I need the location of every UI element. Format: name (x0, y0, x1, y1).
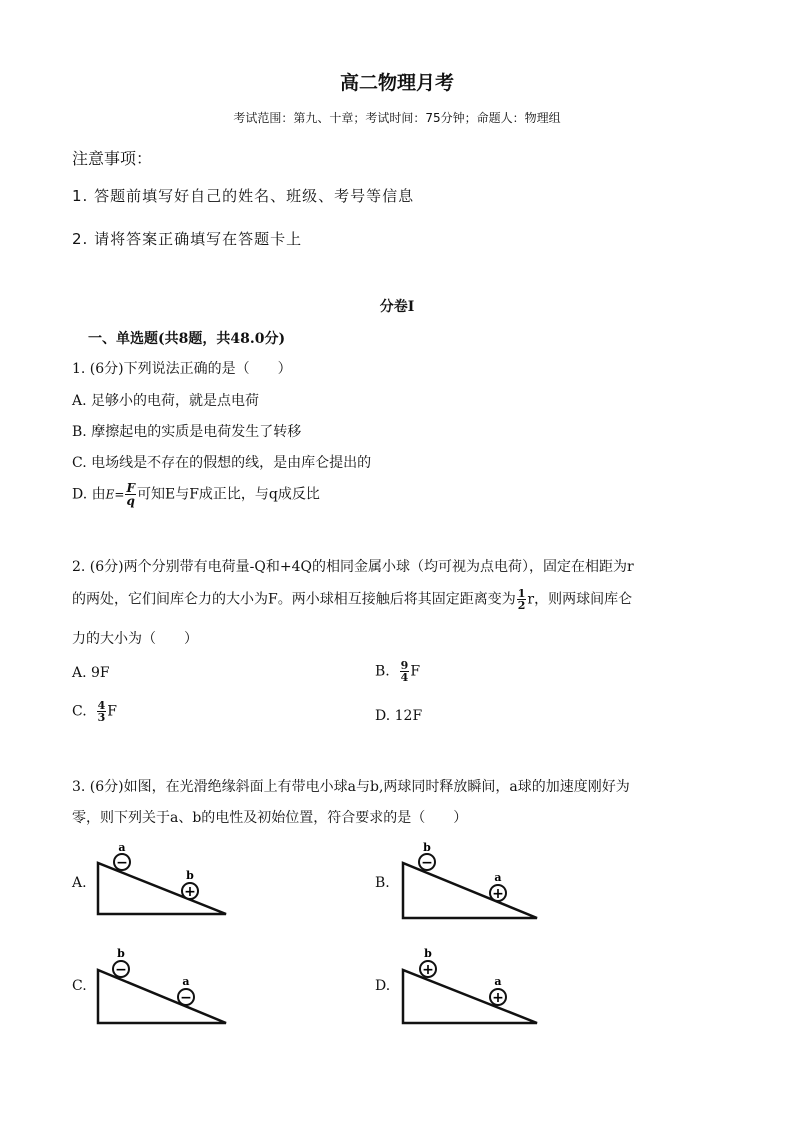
q2-c-denominator: 3 (97, 711, 106, 724)
ball-low-sign: − (180, 990, 192, 1006)
ball-top-label: b (424, 947, 432, 960)
q3-stem-line-2: 零，则下列关于a、b的电性及初始位置，符合要求的是（ ） (72, 810, 468, 826)
q2-option-b (375, 660, 420, 683)
q3-option-c-figure (90, 945, 235, 1025)
q2-line2-suffix: r，则两球间库仑 (527, 591, 633, 608)
ball-low-sign: + (184, 884, 196, 900)
q2-b-fraction (400, 660, 410, 683)
q1-option-b: B. 摩擦起电的实质是电荷发生了转移 (72, 424, 302, 440)
q1-formula-fraction (125, 482, 136, 507)
q1-d-suffix: 可知E与F成正比，与q成反比 (137, 486, 320, 503)
ball-low-sign: + (492, 990, 504, 1006)
q2-stem-line-3: 力的大小为（ ） (72, 631, 198, 647)
q1-option-c: C. 电场线是不存在的假想的线，是由库仑提出的 (72, 455, 372, 471)
ball-top-label: a (118, 841, 126, 854)
q3-option-b-label: B. (375, 875, 390, 891)
q3-option-d-label: D. (375, 978, 391, 994)
q2-stem-line-1: 2. (6分)两个分别带有电荷量-Q和+4Q的相同金属小球（均可视为点电荷），固定在相距为r (72, 559, 634, 575)
ball-low-sign: + (492, 886, 504, 902)
ball-top-label: b (423, 841, 431, 854)
q2-half-numerator: 1 (517, 587, 526, 600)
ball-low-label: a (494, 975, 502, 988)
ball-top-sign: − (115, 962, 127, 978)
q2-option-d: D. 12F (375, 708, 423, 724)
q3-option-a-figure (90, 840, 235, 918)
q2-half-fraction (517, 588, 527, 611)
q1-option-d (72, 482, 320, 507)
q2-stem-line-2 (72, 588, 632, 611)
ball-low-label: a (182, 975, 190, 988)
q2-b-unit: F (410, 663, 421, 680)
ball-top-sign: + (422, 962, 434, 978)
ball-top-sign: − (421, 855, 433, 871)
q2-half-denominator: 2 (517, 599, 526, 612)
q2-b-label: B. (375, 663, 390, 680)
q1-formula-lhs: E= (105, 487, 125, 502)
q1-formula-numerator: F (126, 481, 135, 495)
q2-option-c (72, 700, 117, 723)
exam-info: 考试范围：第九、十章；考试时间：75分钟；命题人：物理组 (233, 111, 561, 125)
q3-option-c-label: C. (72, 978, 87, 994)
q2-c-unit: F (107, 703, 117, 720)
q3-option-b-figure (395, 840, 540, 918)
ball-low-label: a (494, 871, 502, 884)
ball-top-label: b (117, 947, 125, 960)
notice-heading: 注意事项： (72, 149, 153, 168)
q2-line2-prefix: 的两处，它们间库仑力的大小为F。两小球相互接触后将其固定距离变为 (72, 591, 516, 608)
notice-item-2: 2. 请将答案正确填写在答题卡上 (72, 230, 303, 248)
q3-option-a-label: A. (72, 875, 87, 891)
q1-option-a: A. 足够小的电荷，就是点电荷 (72, 393, 260, 409)
page-title: 高二物理月考 (339, 72, 454, 94)
ball-top-sign: − (116, 855, 128, 871)
ball-low-label: b (186, 869, 194, 882)
q2-option-a: A. 9F (72, 665, 110, 681)
notice-item-1: 1. 答题前填写好自己的姓名、班级、考号等信息 (72, 187, 415, 205)
q2-c-numerator: 4 (97, 699, 106, 712)
q1-formula-denominator: q (126, 494, 135, 508)
q1-stem: 1. (6分)下列说法正确的是（ ） (72, 361, 292, 377)
q3-option-d-figure (395, 945, 540, 1025)
q1-d-prefix: D. 由 (72, 486, 106, 503)
q3-stem-line-1: 3. (6分)如图，在光滑绝缘斜面上有带电小球a与b,两球同时释放瞬间，a球的加速度刚好为 (72, 779, 630, 795)
q2-c-label: C. (72, 703, 87, 720)
q2-b-numerator: 9 (400, 659, 409, 672)
q2-b-denominator: 4 (400, 671, 409, 684)
q2-c-fraction (97, 700, 107, 723)
section-title: 一、单选题(共8题，共48.0分) (88, 331, 286, 347)
incline-triangle (403, 863, 537, 918)
part-title: 分卷I (379, 299, 415, 315)
